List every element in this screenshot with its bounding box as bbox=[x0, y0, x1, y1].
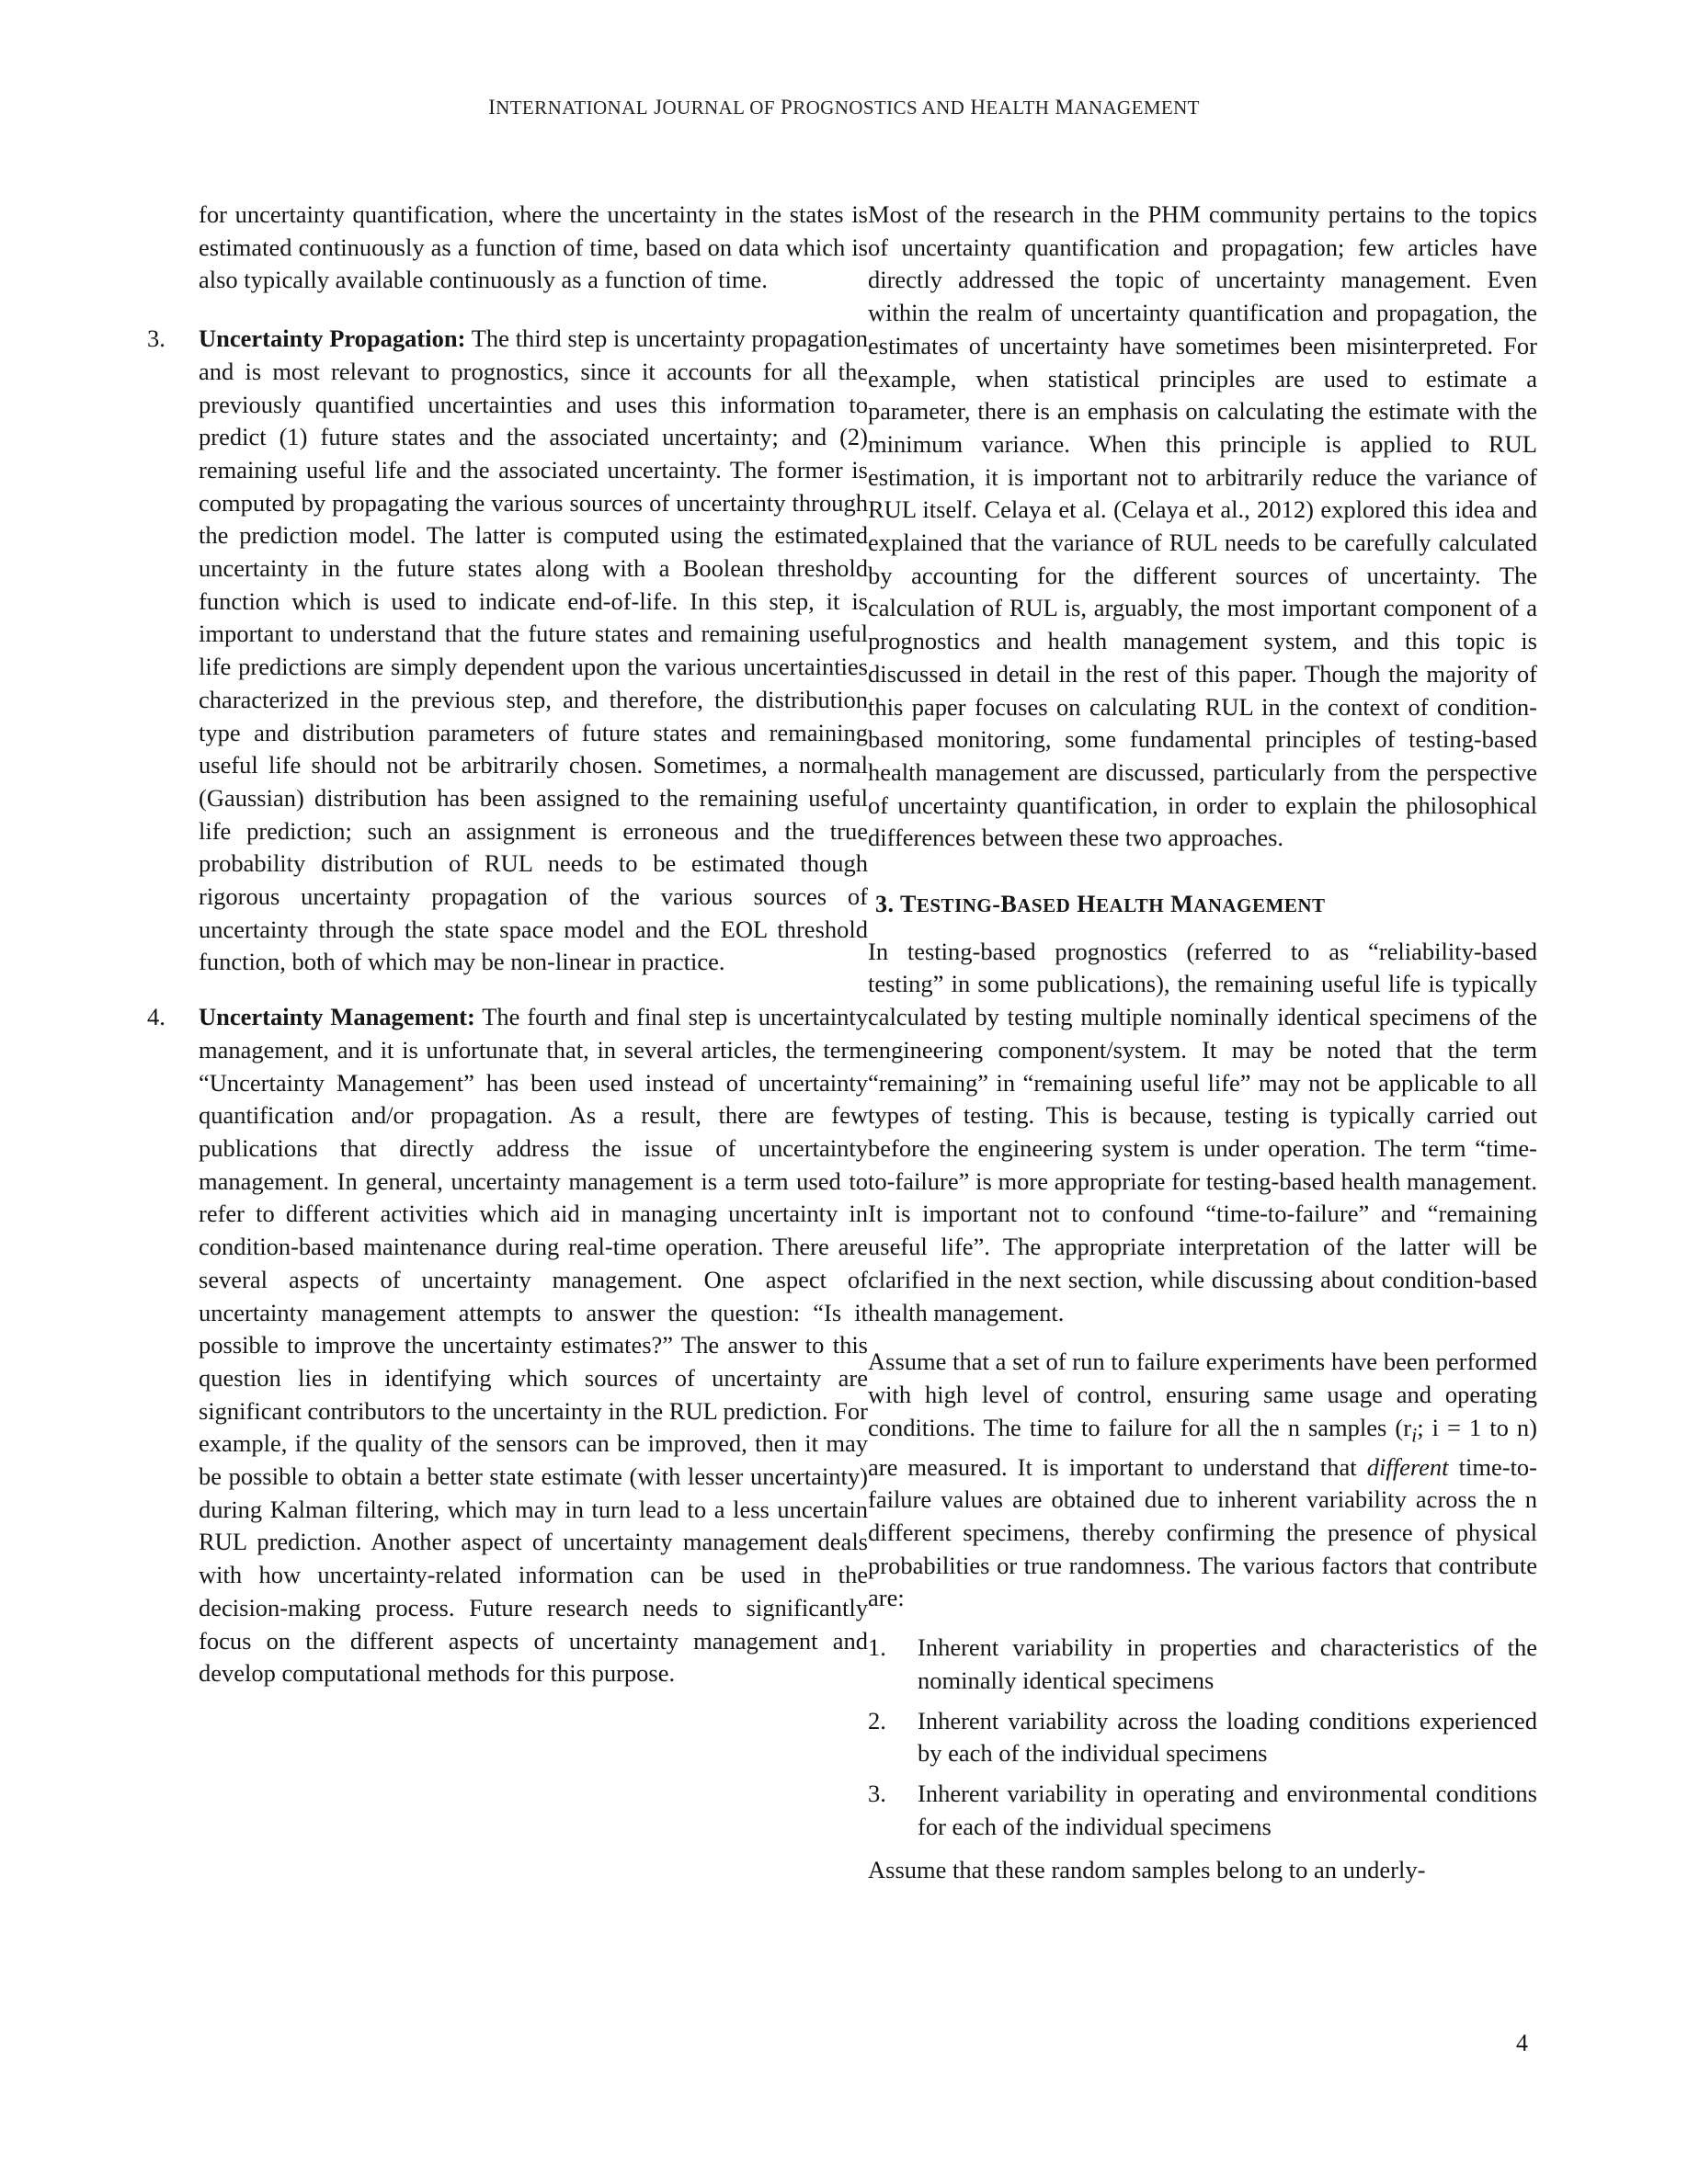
section-heading: 3. TESTING-BASED HEALTH MANAGEMENT bbox=[875, 891, 1326, 918]
list-item-text: Inherent variability across the loading conditions experienced by each of the individual specimens bbox=[918, 1706, 1537, 1768]
list-item-number: 3. bbox=[868, 1779, 886, 1807]
left-column bbox=[147, 199, 868, 1707]
list-item-number: 3. bbox=[147, 324, 165, 353]
right-column bbox=[868, 199, 1537, 1904]
list-item-text: Inherent variability in properties and characteristics of the nominally identical specimens bbox=[918, 1633, 1537, 1694]
emphasis: different bbox=[1366, 1452, 1449, 1481]
right-paragraph-1: Most of the research in the PHM community pertains to the topics of uncertainty quantification and propagation; few articles have directly addressed the topic of uncertainty management. Even within the realm of uncertainty quantification and propagation, the estimates of uncertainty have sometimes been misinterpreted. For example, when statistical principles are used to estimate a parameter, there is an emphasis on calculating the estimate with the minimum variance. When this principle is applied to RUL estimation, it is important not to arbitrarily reduce the variance of RUL itself. Celaya et al. (Celaya et al., 2012) explored this idea and explained that the variance of RUL needs to be carefully calculated by accounting for the different sources of uncertainty. The calculation of RUL is, arguably, the most important component of a prognostics and health management system, and this topic is discussed in detail in the rest of this paper. Though the majority of this paper focuses on calculating RUL in the context of condition-based monitoring, some fundamental principles of testing-based health management are discussed, particularly from the perspective of uncertainty quantification, in order to explain the philosophical differences between these two approaches. bbox=[868, 200, 1537, 852]
right-paragraph-4: Assume that these random samples belong to an underly- bbox=[868, 1856, 1426, 1884]
list-item-body bbox=[199, 323, 868, 979]
page-number: 4 bbox=[1516, 2030, 1528, 2056]
list-item-number: 2. bbox=[868, 1706, 886, 1735]
list-item bbox=[868, 1778, 1537, 1843]
list-item-number: 4. bbox=[147, 1003, 165, 1031]
list-item-title: Uncertainty Propagation: bbox=[199, 324, 466, 353]
list-item-text: Inherent variability in operating and environmental conditions for each of the individual specimens bbox=[918, 1779, 1537, 1840]
paragraph-text: time-to-failure values are obtained due to inherent variability across the n different specimens, thereby confirming the presence of physical probabilities or true randomness. The various factors that contribute are: bbox=[868, 1452, 1538, 1612]
list-item-title: Uncertainty Management: bbox=[199, 1003, 475, 1031]
paragraph-text: Assume that a set of run to failure experiments have been performed with high level of control, ensuring same usage and operating conditions. The time to failure for all the n samples (r bbox=[868, 1348, 1537, 1441]
subscript: i bbox=[1411, 1422, 1418, 1446]
left-intro-paragraph: for uncertainty quantification, where the uncertainty in the states is estimated continuously as a function of time, based on data which is also typically available continuously as a function of time. bbox=[199, 200, 868, 294]
list-item-text: The fourth and final step is uncertainty management, and it is unfortunate that, in several articles, the term “Uncertainty Management” has been used instead of uncertainty quantification and/or propagation. As a result, there are few publications that directly address the issue of uncertainty management. In general, uncertainty management is a term used to refer to different activities which aid in managing uncertainty in condition-based maintenance during real-time operation. There are several aspects of uncertainty management. One aspect of uncertainty management attempts to answer the question: “Is it possible to improve the uncertainty estimates?” The answer to this question lies in identifying which sources of uncertainty are significant contributors to the uncertainty in the RUL prediction. For example, if the quality of the sensors can be improved, then it may be possible to obtain a better state estimate (with lesser uncertainty) during Kalman filtering, which may in turn lead to a less uncertain RUL prediction. Another aspect of uncertainty management deals with how uncertainty-related information can be used in the decision-making process. Future research needs to significantly focus on the different aspects of uncertainty management and develop computational methods for this purpose. bbox=[199, 1003, 868, 1688]
list-item-uncertainty-management bbox=[147, 1001, 868, 1690]
running-head bbox=[0, 96, 1688, 119]
list-item-body bbox=[199, 1001, 868, 1690]
list-item-number: 1. bbox=[868, 1633, 886, 1662]
list-item-text: The third step is uncertainty propagation and is most relevant to prognostics, since it accounts for all the previously quantified uncertainties and uses this information to predict (1) future states and the associated uncertainty; and (2) remaining useful life and the associated uncertainty. The former is computed by propagating the various sources of uncertainty through the prediction model. The latter is computed using the estimated uncertainty in the future states along with a Boolean threshold function which is used to indicate end-of-life. In this step, it is important to understand that the future states and remaining useful life predictions are simply dependent upon the various uncertainties characterized in the previous step, and therefore, the distribution type and distribution parameters of future states and remaining useful life should not be arbitrarily chosen. Sometimes, a normal (Gaussian) distribution has been assigned to the remaining useful life prediction; such an assignment is erroneous and the true probability distribution of RUL needs to be estimated though rigorous uncertainty propagation of the various sources of uncertainty through the state space model and the EOL threshold function, both of which may be non-linear in practice. bbox=[199, 324, 868, 976]
list-item-uncertainty-propagation bbox=[147, 323, 868, 979]
factor-list bbox=[868, 1632, 1537, 1843]
paragraph-text: ; i = 1 to n) are measured. It is important to understand that bbox=[868, 1413, 1538, 1481]
list-item bbox=[868, 1705, 1537, 1770]
running-head-text: INTERNATIONAL JOURNAL OF PROGNOSTICS AND HEALTH MANAGEMENT bbox=[488, 96, 1200, 119]
right-paragraph-2: In testing-based prognostics (referred to as “reliability-based testing” in some publications), the remaining useful life is typically calculated by testing multiple nominally identical specimens of the engineering component/system. It may be noted that the term “remaining” in “remaining useful life” may not be applicable to all types of testing. This is because, testing is typically carried out before the engineering system is under operation. The term “time-to-failure” is more appropriate for testing-based health management. It is important not to confound “time-to-failure” and “remaining useful life”. The appropriate interpretation of the latter will be clarified in the next section, while discussing about condition-based health management. bbox=[868, 937, 1537, 1326]
right-paragraph-3 bbox=[868, 1346, 1537, 1615]
list-item bbox=[868, 1632, 1537, 1697]
